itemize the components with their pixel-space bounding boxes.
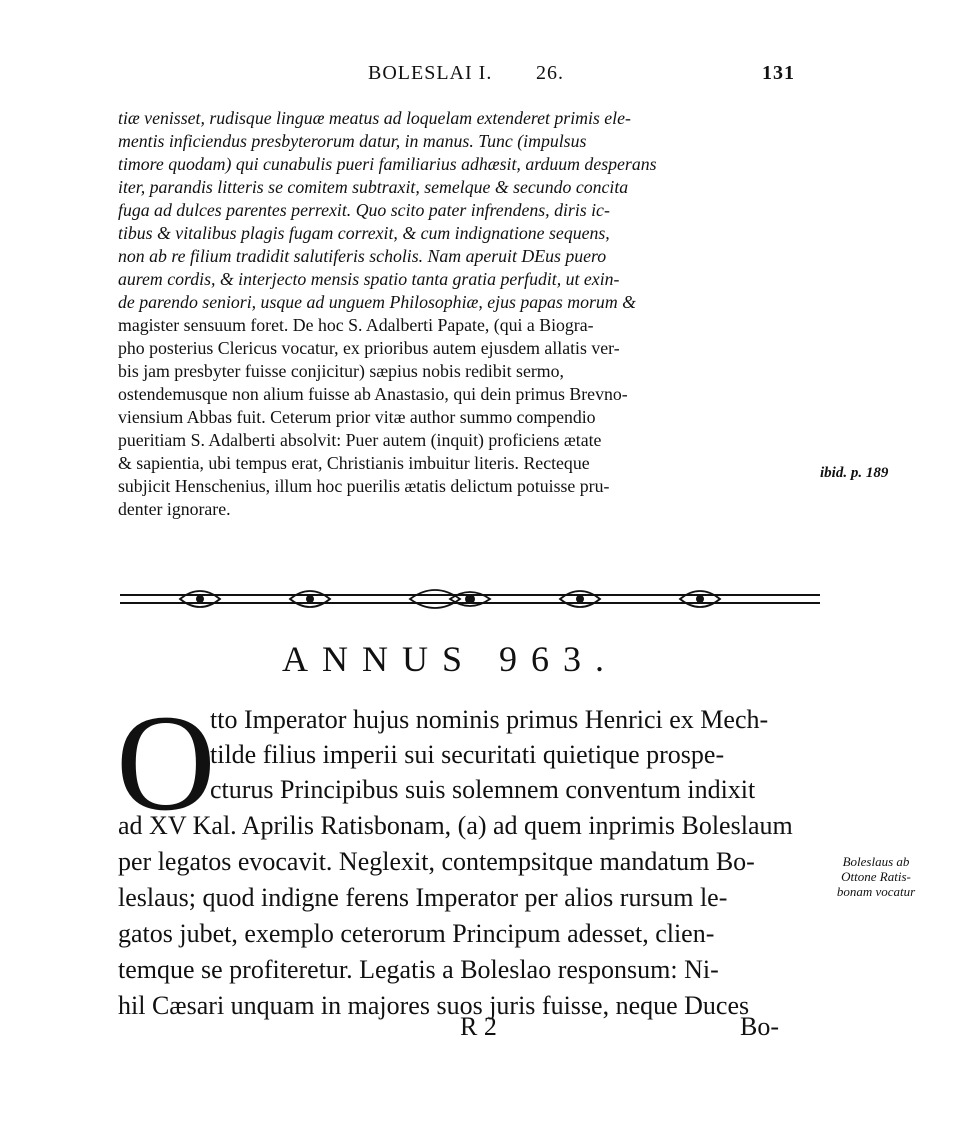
text-line: fuga ad dulces parentes perrexit. Quo scito pater infrendens, diris ic-	[118, 200, 610, 220]
text-line: temque se profiteretur. Legatis a Boleslao responsum: Ni-	[118, 955, 719, 984]
text-line: gatos jubet, exemplo ceterorum Principum adesset, clien-	[118, 919, 715, 948]
text-line: bis jam presbyter fuisse conjicitur) sæpius nobis redibit sermo,	[118, 361, 564, 381]
text-line: non ab re filium tradidit salutiferis scholis. Nam aperuit DEus puero	[118, 246, 607, 266]
text-line: iter, parandis litteris se comitem subtraxit, semelque & secundo concita	[118, 177, 629, 197]
text-line: tibus & vitalibus plagis fugam correxit, & cum indignatione sequens,	[118, 223, 610, 243]
ornamental-rule	[120, 581, 820, 617]
drop-cap: O	[116, 686, 216, 839]
margin-reference: ibid. p. 189	[820, 465, 889, 481]
text-line: subjicit Henschenius, illum hoc puerilis ætatis delictum potuisse pru-	[118, 476, 610, 496]
text-line: pho posterius Clericus vocatur, ex prioribus autem ejusdem allatis ver-	[118, 338, 620, 358]
text-line: tiæ venisset, rudisque linguæ meatus ad loquelam extenderet primis ele-	[118, 108, 631, 128]
text-line: per legatos evocavit. Neglexit, contempsitque mandatum Bo-	[118, 847, 755, 876]
signature-mark: R 2	[460, 1012, 497, 1041]
margin-note-line: Boleslaus ab	[842, 854, 910, 869]
text-line: ostendemusque non alium fuisse ab Anastasio, qui dein primus Brevno-	[118, 384, 628, 404]
text-line: magister sensuum foret. De hoc S. Adalberti Papate, (qui a Biogra-	[118, 315, 594, 335]
margin-note-line: bonam vocatur	[836, 884, 916, 899]
text-line: viensium Abbas fuit. Ceterum prior vitæ author summo compendio	[118, 407, 596, 427]
text-line: ad XV Kal. Aprilis Ratisbonam, (a) ad quem inprimis Boleslaum	[118, 811, 793, 840]
catchword: Bo-	[740, 1012, 779, 1041]
text-line: tto Imperator hujus nominis primus Henrici ex Mech-	[210, 705, 769, 734]
text-line: & sapientia, ubi tempus erat, Christianis imbuitur literis. Recteque	[118, 453, 590, 473]
text-line: cturus Principibus suis solemnem conventum indixit	[210, 775, 756, 804]
text-line: aurem cordis, & interjecto mensis spatio tanta gratia perfudit, ut exin-	[118, 269, 620, 289]
text-line: tilde filius imperii sui securitati quietique prospe-	[210, 740, 725, 769]
text-line: timore quodam) qui cunabulis pueri familiarius adhæsit, arduum desperans	[118, 154, 657, 174]
text-line: pueritiam S. Adalberti absolvit: Puer autem (inquit) proficiens ætate	[118, 430, 602, 450]
margin-note	[826, 854, 926, 899]
section-heading: ANNUS 963.	[281, 639, 618, 679]
text-line: denter ignorare.	[118, 499, 231, 519]
text-line: leslaus; quod indigne ferens Imperator per alios rursum le-	[118, 883, 728, 912]
running-title: BOLESLAI I.	[368, 62, 493, 84]
text-line: de parendo seniori, usque ad unguem Philosophiæ, ejus papas morum &	[118, 292, 636, 312]
year-number: 26.	[536, 62, 564, 84]
margin-note-line: Ottone Ratis-	[841, 869, 911, 884]
text-line: mentis inficiendus presbyterorum datur, in manus. Tunc (impulsus	[118, 131, 587, 151]
page-number: 131	[762, 62, 795, 84]
text-line: hil Cæsari unquam in majores suos juris fuisse, neque Duces	[118, 991, 750, 1020]
